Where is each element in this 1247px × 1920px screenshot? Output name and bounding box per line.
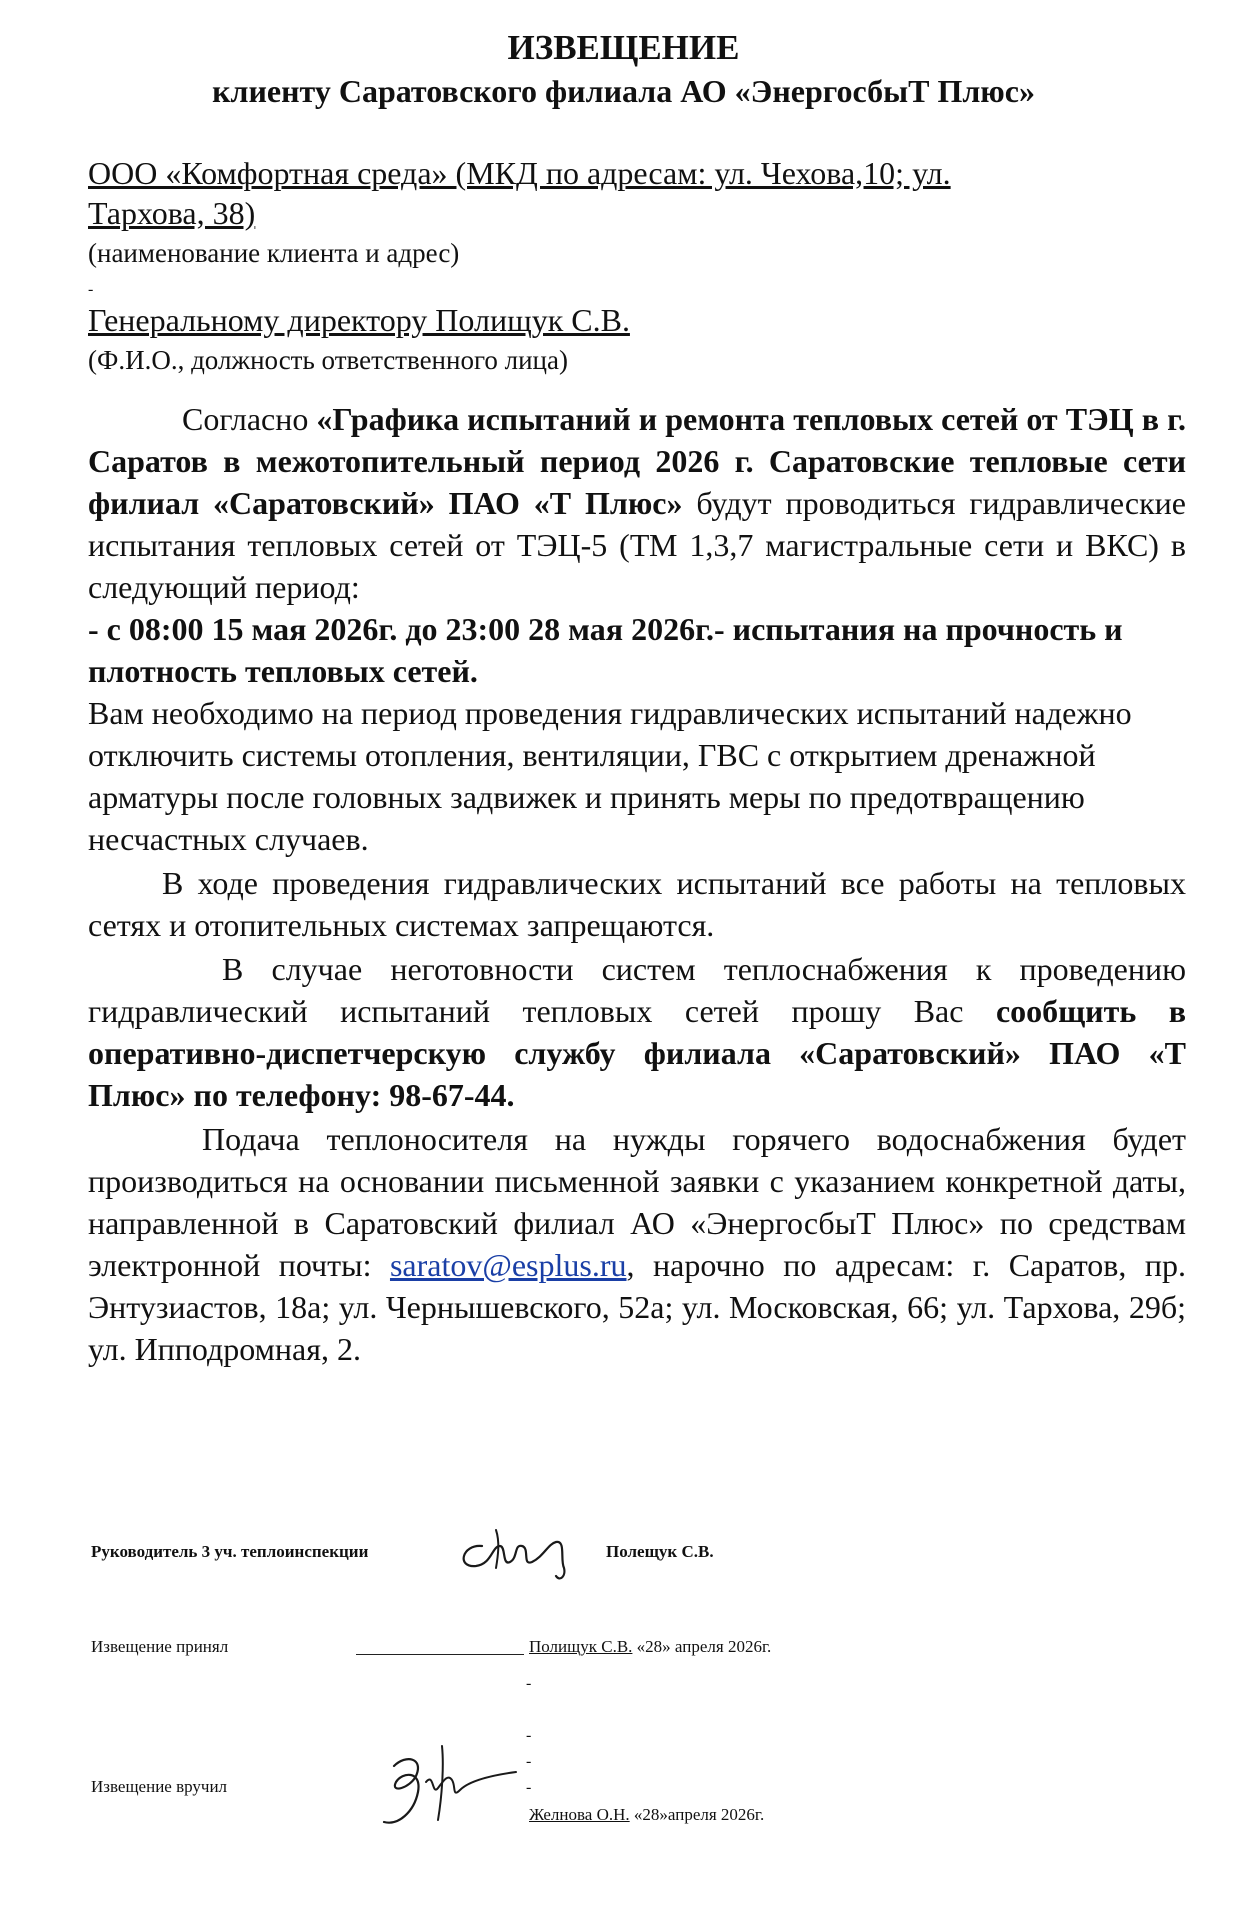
person-block [88, 300, 1188, 380]
received-label: Извещение принял [91, 1637, 229, 1656]
p6-suffix: , нарочно по адресам: г. Саратов, пр. Энтузиастов, 18а; ул. Чернышевского, 52а; ул. Московская, 66; ул. Тархова, 29б; ул. Ипподромная, 2. [88, 1247, 1186, 1367]
p1-schedule-title: «Графика испытаний и ремонта тепловых сетей от ТЭЦ в г. Саратов в межотопительный период 2026 г. Саратовские тепловые сети филиал «Саратовский» ПАО «Т Плюс» [88, 401, 1187, 521]
document-title: ИЗВЕЩЕНИЕ [507, 28, 740, 67]
received-block [529, 1636, 771, 1658]
email-link[interactable]: saratov@esplus.ru [389, 1247, 627, 1283]
paragraph-schedule [88, 398, 1186, 608]
responsible-person-caption: (Ф.И.О., должность ответственного лица) [88, 345, 568, 375]
client-name-line2: Тархова, 38) [88, 195, 256, 231]
responsible-person: Генеральному директору Полищук С.В. [88, 302, 630, 338]
paragraph-prohibition: В ходе проведения гидравлических испытаний все работы на тепловых сетях и отопительных системах запрещаются. [88, 865, 1186, 943]
dash-mark: - [526, 1727, 532, 1744]
paragraph-period: - с 08:00 15 мая 2026г. до 23:00 28 мая 2026г.- испытания на прочность и плотность тепловых сетей. [88, 611, 1123, 689]
dash-mark: - [526, 1753, 532, 1770]
paragraph-report [88, 948, 1186, 1116]
head-name: Полещук С.В. [606, 1542, 714, 1561]
p1-suffix: будут проводиться гидравлические испытания тепловых сетей от ТЭЦ-5 (ТМ 1,3,7 магистральные сети и ВКС) в следующий период: [88, 485, 1187, 605]
head-title: Руководитель 3 уч. теплоинспекции [91, 1542, 369, 1561]
received-date: «28» апреля 2026г. [636, 1637, 772, 1656]
p6-prefix: Подача теплоносителя на нужды горячего водоснабжения будет производиться на основании письменной заявки с указанием конкретной даты, направленной в Саратовский филиал АО «ЭнергосбыТ Плюс» по средствам электронной почты: [88, 1121, 1186, 1283]
dash-mark: - [526, 1779, 532, 1796]
client-name-caption: (наименование клиента и адрес) [88, 238, 460, 268]
p5-dispatch-contact: сообщить в оперативно-диспетчерскую службу филиала «Саратовский» ПАО «Т Плюс» по телефону: 98-67-44. [88, 993, 1186, 1113]
delivered-label: Извещение вручил [91, 1777, 228, 1796]
delivered-date: «28»апреля 2026г. [633, 1805, 765, 1824]
delivered-name: Желнова О.Н. [529, 1805, 630, 1824]
p5-prefix: В случае неготовности систем теплоснабжения к проведению гидравлический испытаний тепловых сетей прошу Вас [88, 951, 1186, 1029]
header [0, 26, 1247, 112]
document-subtitle: клиенту Саратовского филиала АО «ЭнергосбыТ Плюс» [212, 73, 1035, 109]
received-signature-line [356, 1636, 524, 1655]
paragraph-instructions: Вам необходимо на период проведения гидравлических испытаний надежно отключить системы отопления, вентиляции, ГВС с открытием дренажной арматуры после головных задвижек и принять меры по предотвращению несчастных случаев. [88, 695, 1132, 857]
client-name-line1: ООО «Комфортная среда» (МКД по адресам: ул. Чехова,10; ул. [88, 155, 951, 191]
dash-mark: - [526, 1675, 532, 1692]
delivered-block [529, 1804, 764, 1826]
client-block [88, 153, 1188, 273]
dash-mark: - [88, 281, 94, 298]
delivered-signature-icon [356, 1736, 526, 1836]
notice-body [88, 398, 1186, 1370]
paragraph-hot-water [88, 1118, 1186, 1370]
head-signature-icon [452, 1516, 592, 1588]
received-name: Полищук С.В. [529, 1637, 633, 1656]
p1-prefix: Согласно [182, 401, 317, 437]
